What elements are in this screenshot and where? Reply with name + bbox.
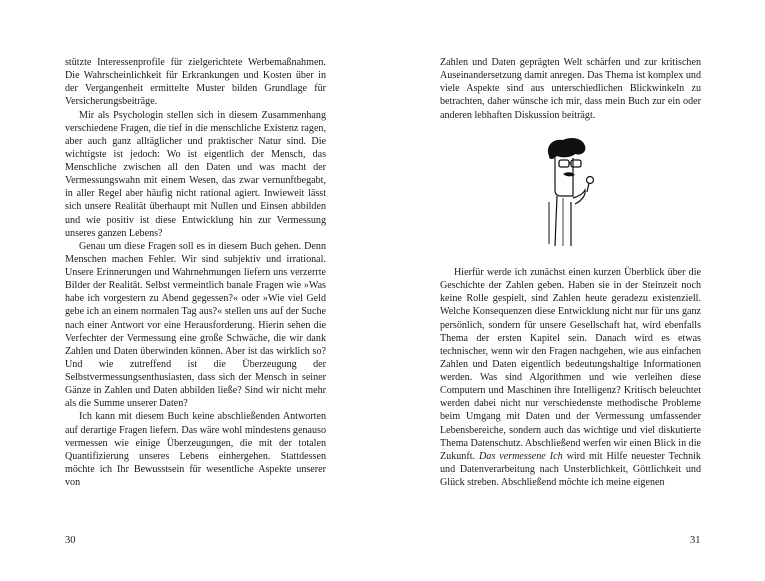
paragraph: Genau um diese Fragen soll es in diesem Buch gehen. Denn Menschen machen Fehler. Wir sind subjektiv und irrational. Unsere Erinnerungen und Wahrnehmungen liefern uns verzerrte Bilder der Realität. Selbst vermeintlich banale Fragen wie »Was habe ich vorgestern zu Abend gegessen?« oder »Wie viel Geld gebe ich an einem normalen Tag aus?« stellen uns auf der Suche nach einer Antwort vor eine Herausforderung. Hierin sehen die Verfechter der Vermessung eine große Schwäche, die wir dank Zahlen und Daten überwinden können. Aber ist das wirklich so? Und wie zutreffend ist die Überzeugung der Selbstvermessungsenthusiasten, dass sich der Mensch in seiner Gänze in Zahlen und Daten abbilden ließe? Sind wir nicht mehr als die Summe unserer Daten? bbox=[65, 240, 326, 410]
microphone-icon bbox=[587, 177, 594, 184]
head-outline bbox=[555, 158, 573, 196]
paragraph: Mir als Psychologin stellen sich in diesem Zusammenhang verschiedene Fragen, die tief in die menschliche Existenz ragen, aber auch ganz alltäglicher und praktischer Natur sind. Die wichtigste ist jedoch: Wo ist eigentlich der Mensch, das Menschliche zwischen all den Daten und was macht der Vermessungswahn mit einem Wesen, das zwar vernunftbegabt, in aller Regel aber häufig nicht rational agiert. Inwieweit lässt sich unsere Realität überhaupt mit Nullen und Einsen abbilden und wie positiv ist diese Entwicklung hin zur Vermessung unseres ganzen Lebens? bbox=[65, 109, 326, 239]
paragraph: Ich kann mit diesem Buch keine abschließenden Antworten auf derartige Fragen liefern. Das wäre wohl mindestens genauso vermessen wie einige Überzeugungen, die mit der totalen Quantifizierung unseres Lebens einhergehen. Stattdessen möchte ich Ihr Bewusstsein für wesentliche Aspekte unserer von bbox=[65, 411, 326, 488]
paragraph-text: wird mit Hilfe neuester Technik und Datenverarbeitung nach Unsterblichkeit, Göttlichkeit und Glück streben. Abschließend möchte ich meine eigenen bbox=[440, 450, 701, 488]
left-text-block bbox=[65, 56, 326, 489]
right-top-text-block bbox=[440, 56, 701, 122]
hair-icon bbox=[548, 138, 585, 159]
cartoon-figure-illustration bbox=[541, 134, 611, 249]
paragraph: stützte Interessenprofile für zielgerichtete Werbemaßnahmen. Die Wahrscheinlichkeit für Erkrankungen und Kosten über in der Vergangenheit ermittelte Muster bilden Grundlage für Versicherungsbeiträge. bbox=[65, 57, 326, 108]
paragraph: Zahlen und Daten geprägten Welt schärfen und zur kritischen Auseinandersetzung damit anregen. Das Thema ist komplex und viele Aspekte sind aus unterschiedlichen Blickwinkeln zu betrachten, daher wünsche ich mir, dass mein Buch zur ein oder anderen lebhaften Diskussion beiträgt. bbox=[440, 57, 701, 121]
right-page bbox=[383, 0, 765, 581]
book-title: Das vermessene Ich bbox=[479, 450, 563, 462]
page-number: 30 bbox=[65, 535, 76, 546]
right-bottom-text-block bbox=[440, 266, 701, 489]
paragraph bbox=[440, 266, 701, 489]
page-number: 31 bbox=[690, 535, 701, 546]
paragraph-text: Hierfür werde ich zunächst einen kurzen Überblick über die Geschichte der Zahlen geben. Haben sie in der Steinzeit noch keine Rolle gespielt, sind Zahlen heute geradezu existenziell. Welche Konsequenzen diese Entwicklung nicht nur für uns ganz persönlich, sondern für unsere Gesellschaft hat, wird ebenfalls Thema der ersten Kapitel sein. Danach wird es etwas technischer, wenn wir den Fragen nachgehen, wie aus einfachen Zahlen und Daten eigentlich bedeutungshaltige Informationen werden. Was sind Algorithmen und wie verleihen diese Computern und Maschinen ihre Intelligenz? Kritisch beleuchtet werden dabei nicht nur verschiedenste methodische Probleme beim Umgang mit Daten und der Vermessung umfassender Lebensbereiche, sondern auch das wichtige und viel diskutierte Thema Datenschutz. Abschließend werfen wir einen Blick in die Zukunft. bbox=[440, 267, 701, 462]
glasses-icon bbox=[559, 160, 569, 167]
